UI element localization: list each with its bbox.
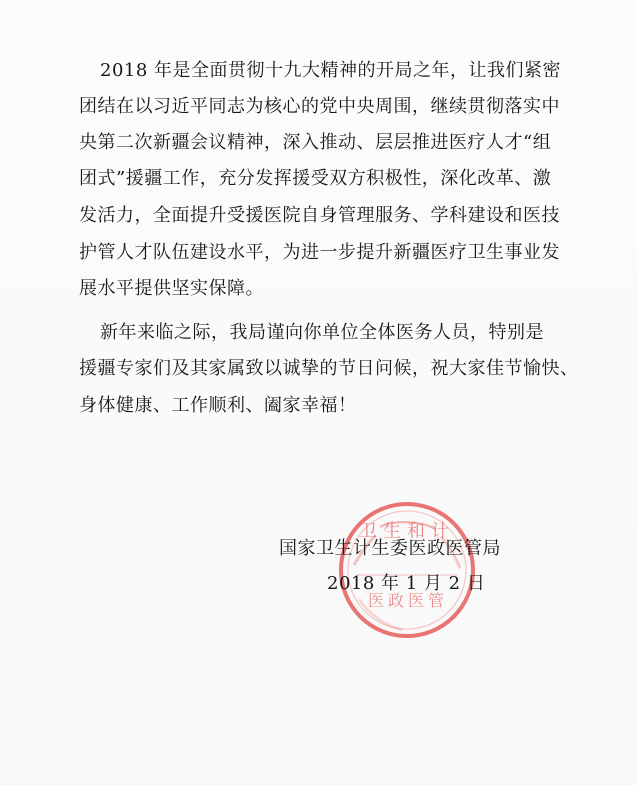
paragraph-1-line-5: 发活力，全面提升受援医院自身管理服务、学科建设和医技 — [79, 205, 560, 226]
svg-text:医政医管: 医政医管 — [367, 591, 449, 610]
paragraph-1-line-3: 央第二次新疆会议精神，深入推动、层层推进医疗人才“组 — [79, 132, 552, 153]
paragraph-1-line-1: 2018 年是全面贯彻十九大精神的开局之年，让我们紧密 — [100, 60, 562, 81]
paragraph-1-line-2: 团结在以习近平同志为核心的党中央周围，继续贯彻落实中 — [79, 96, 560, 117]
paragraph-1-line-6: 护管人才队伍建设水平，为进一步提升新疆医疗卫生事业发 — [79, 242, 560, 263]
official-seal — [332, 495, 482, 645]
paragraph-1-line-4: 团式”援疆工作，充分发挥援受双方积极性，深化改革、激 — [79, 168, 552, 189]
paragraph-2-line-3: 身体健康、工作顺利、阖家幸福！ — [79, 395, 357, 416]
signature-organization: 国家卫生计生委医政医管局 — [279, 538, 501, 559]
svg-text:卫生和计: 卫生和计 — [359, 521, 455, 542]
paragraph-2-line-1: 新年来临之际，我局谨向你单位全体医务人员，特别是 — [100, 322, 544, 343]
signature-date: 2018 年 1 月 2 日 — [327, 573, 486, 594]
paragraph-1-line-7: 展水平提供坚实保障。 — [79, 278, 264, 299]
paragraph-2-line-2: 援疆专家们及其家属致以诚挚的节日问候，祝大家佳节愉快、 — [79, 358, 579, 379]
